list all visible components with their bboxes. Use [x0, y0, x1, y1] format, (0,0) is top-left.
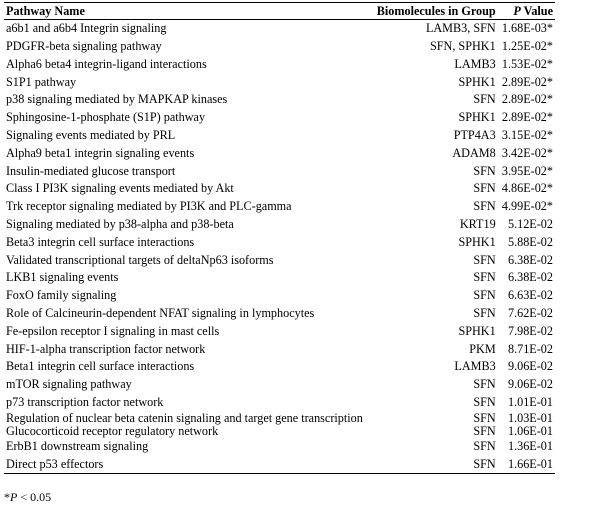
cell-biomolecules: LAMB3, SFN — [425, 21, 496, 36]
cell-biomolecules: SFN — [473, 199, 496, 214]
cell-biomolecules: SFN — [473, 438, 496, 453]
header-biomolecules: Biomolecules in Group — [372, 3, 497, 20]
cell-p-value: 6.38E-02 — [507, 252, 553, 267]
cell-pathway-name: p73 transcription factor network — [6, 394, 164, 409]
cell-pathway-name: LKB1 signaling events — [6, 270, 119, 285]
cell-p-value: 4.99E-02* — [501, 199, 553, 214]
cell-p-value: 3.15E-02* — [501, 128, 553, 143]
cell-p-value: 1.53E-02* — [501, 56, 553, 71]
cell-pathway-name: S1P1 pathway — [6, 74, 77, 89]
cell-p-value: 5.12E-02 — [507, 217, 553, 232]
cell-p-value: 6.38E-02 — [507, 270, 553, 285]
footnote-p: P — [10, 490, 18, 504]
table-row — [4, 109, 555, 127]
cell-biomolecules: SFN — [473, 270, 496, 285]
cell-pathway-name: Validated transcriptional targets of deltaNp63 isoforms — [6, 252, 274, 267]
cell-p-value: 3.42E-02* — [501, 145, 553, 160]
cell-biomolecules: SFN — [473, 410, 496, 425]
cell-p-value: 1.06E-01 — [507, 423, 553, 438]
cell-p-value: 5.88E-02 — [507, 234, 553, 249]
table-row — [4, 180, 555, 198]
cell-biomolecules: SFN — [473, 377, 496, 392]
table-row — [4, 20, 555, 38]
cell-p-value: 1.25E-02* — [501, 39, 553, 54]
table-row — [4, 251, 555, 269]
cell-biomolecules: PTP4A3 — [453, 128, 496, 143]
cell-pathway-name: mTOR signaling pathway — [6, 377, 132, 392]
cell-pathway-name: Insulin-mediated glucose transport — [6, 163, 176, 178]
cell-biomolecules: SFN — [473, 163, 496, 178]
cell-pathway-name: FoxO family signaling — [6, 288, 117, 303]
cell-biomolecules: LAMB3 — [454, 359, 496, 374]
table-row — [4, 305, 555, 323]
cell-biomolecules: LAMB3 — [454, 56, 496, 71]
table-row — [4, 376, 555, 394]
table-row — [4, 216, 555, 234]
table-row — [4, 269, 555, 287]
cell-pathway-name: a6b1 and a6b4 Integrin signaling — [6, 21, 167, 36]
cell-biomolecules: ADAM8 — [452, 145, 496, 160]
table-row — [4, 38, 555, 56]
cell-biomolecules: SFN, SPHK1 — [429, 39, 496, 54]
cell-p-value: 1.01E-01 — [507, 394, 553, 409]
header-pathway-name: Pathway Name — [4, 3, 372, 20]
footnote — [4, 490, 51, 504]
cell-p-value: 7.62E-02 — [507, 306, 553, 320]
cell-pathway-name: Beta3 integrin cell surface interactions — [6, 234, 195, 249]
cell-biomolecules: SFN — [473, 288, 496, 303]
cell-p-value: 1.03E-01 — [507, 410, 553, 425]
table-row — [4, 455, 555, 473]
table-header-row — [4, 3, 555, 20]
cell-pathway-name: Alpha9 beta1 integrin signaling events — [6, 145, 195, 160]
table-row — [4, 162, 555, 180]
table-row — [4, 145, 555, 163]
table-row — [4, 412, 555, 425]
cell-biomolecules: SFN — [473, 252, 496, 267]
table-row — [4, 73, 555, 91]
cell-pathway-name: Signaling mediated by p38-alpha and p38-beta — [6, 217, 234, 232]
cell-pathway-name: Sphingosine-1-phosphate (S1P) pathway — [6, 110, 206, 125]
pathway-table — [4, 2, 555, 474]
cell-pathway-name: Class I PI3K signaling events mediated by Akt — [6, 181, 234, 196]
cell-pathway-name: Trk receptor signaling mediated by PI3K and PLC-gamma — [6, 199, 292, 214]
cell-p-value: 1.68E-03* — [501, 21, 553, 36]
cell-p-value: 1.36E-01 — [507, 438, 553, 453]
cell-p-value: 6.63E-02 — [507, 288, 553, 303]
footnote-symbol: * — [4, 490, 10, 504]
cell-pathway-name: p38 signaling mediated by MAPKAP kinases — [6, 92, 228, 107]
cell-biomolecules: PKM — [469, 341, 496, 356]
cell-biomolecules: SFN — [473, 181, 496, 196]
cell-biomolecules: SFN — [473, 92, 496, 107]
cell-pathway-name: Fe-epsilon receptor I signaling in mast cells — [6, 323, 220, 338]
cell-biomolecules: SFN — [473, 423, 496, 438]
cell-p-value: 7.98E-02 — [507, 323, 553, 338]
cell-pathway-name: Alpha6 beta4 integrin-ligand interactions — [6, 56, 207, 71]
header-p-value — [498, 3, 555, 20]
cell-pathway-name: Role of Calcineurin-dependent NFAT signaling in lymphocytes — [6, 306, 315, 320]
cell-biomolecules: SPHK1 — [458, 234, 496, 249]
cell-p-value: 3.95E-02* — [501, 163, 553, 178]
table-row — [4, 198, 555, 216]
cell-biomolecules: SFN — [473, 306, 496, 320]
cell-p-value: 2.89E-02* — [501, 92, 553, 107]
footnote-text: < 0.05 — [17, 490, 52, 504]
cell-p-value: 2.89E-02* — [501, 110, 553, 125]
cell-pathway-name: Direct p53 effectors — [4, 455, 372, 473]
cell-biomolecules: SFN — [473, 394, 496, 409]
cell-pathway-name: PDGFR-beta signaling pathway — [6, 39, 162, 54]
cell-biomolecules: KRT19 — [459, 217, 496, 232]
header-p-rest: Value — [520, 4, 553, 18]
cell-biomolecules: SFN — [372, 455, 497, 473]
cell-biomolecules: SPHK1 — [458, 323, 496, 338]
table-row — [4, 358, 555, 376]
header-p-letter: P — [513, 4, 521, 18]
table-row — [4, 340, 555, 358]
cell-pathway-name: Regulation of nuclear beta catenin signaling and target gene transcription — [6, 410, 363, 425]
cell-p-value: 9.06E-02 — [507, 359, 553, 374]
table-row — [4, 323, 555, 341]
cell-pathway-name: ErbB1 downstream signaling — [6, 438, 149, 453]
table-row — [4, 438, 555, 456]
cell-p-value: 4.86E-02* — [501, 181, 553, 196]
cell-pathway-name: Beta1 integrin cell surface interactions — [6, 359, 195, 374]
cell-p-value: 9.06E-02 — [507, 377, 553, 392]
table-row — [4, 91, 555, 109]
cell-p-value: 2.89E-02* — [501, 74, 553, 89]
cell-pathway-name: Glucocorticoid receptor regulatory network — [6, 423, 219, 438]
table-body — [4, 20, 555, 474]
table-row — [4, 394, 555, 412]
cell-biomolecules: SPHK1 — [458, 110, 496, 125]
table-row — [4, 127, 555, 145]
cell-pathway-name: HIF-1-alpha transcription factor network — [6, 341, 206, 356]
table-row — [4, 425, 555, 438]
cell-p-value: 8.71E-02 — [507, 341, 553, 356]
table-row — [4, 234, 555, 252]
cell-p-value: 1.66E-01 — [498, 455, 555, 473]
cell-biomolecules: SPHK1 — [458, 74, 496, 89]
table-row — [4, 56, 555, 74]
table-row — [4, 287, 555, 305]
cell-pathway-name: Signaling events mediated by PRL — [6, 128, 176, 143]
